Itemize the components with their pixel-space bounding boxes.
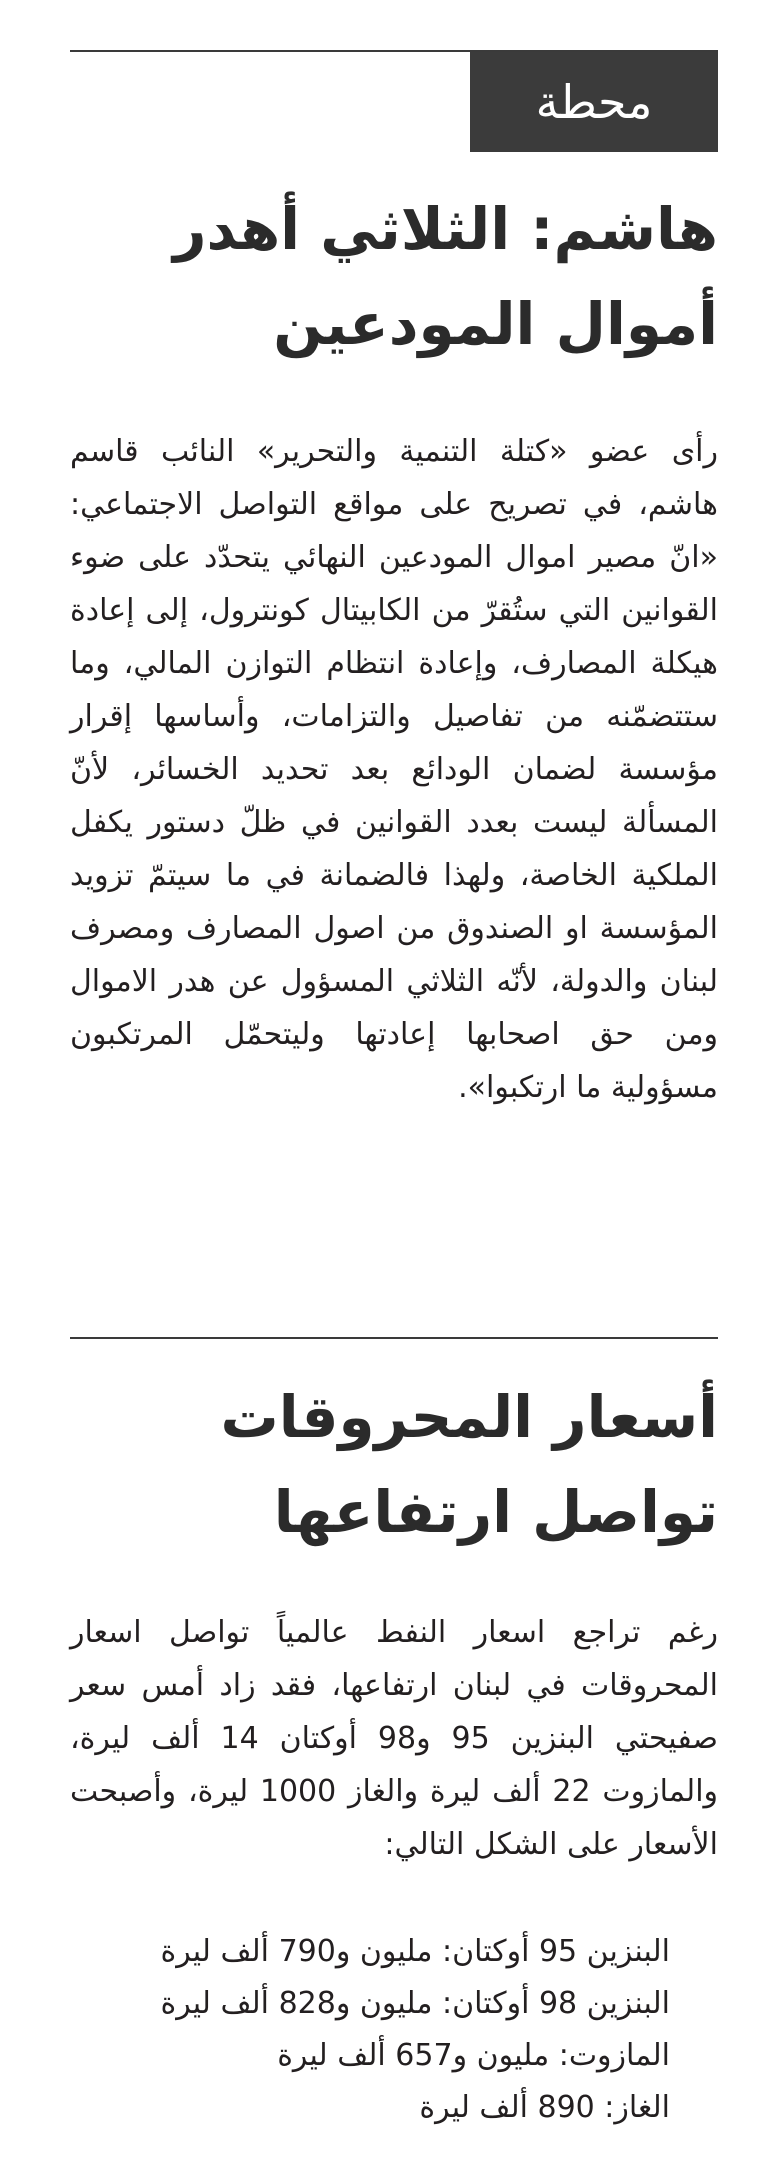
section-tag: محطة bbox=[470, 52, 718, 152]
article-2-headline: أسعار المحروقات تواصل ارتفاعها bbox=[220, 1383, 718, 1546]
article-1-body: رأى عضو «كتلة التنمية والتحرير» النائب قاسم هاشم، في تصريح على مواقع التواصل الاجتماعي: «انّ مصير اموال المودعين النهائي يتحدّد على ضوء القوانين التي ستُقرّ من الكابيتال كونترول، إلى إعادة هيكلة المصارف، وإعادة انتظام التوازن المالي، وما ستتضمّنه من تفاصيل والتزامات، وأساسها إقرار مؤسسة لضمان الودائع بعد تحديد الخسائر، لأنّ المسألة ليست بعدد القوانين في ظلّ دستور يكفل الملكية الخاصة، ولهذا فالضمانة في ما سيتمّ تزويد المؤسسة او الصندوق من اصول المصارف ومصرف لبنان والدولة، لأنّه الثلاثي المسؤول عن هدر الاموال ومن حق اصحابها إعادتها وليتحمّل المرتكبون مسؤولية ما ارتكبوا». bbox=[70, 434, 718, 1105]
article-2-body: رغم تراجع اسعار النفط عالمياً تواصل اسعار المحروقات في لبنان ارتفاعها، فقد زاد أمس سعر صفيحتي البنزين 95 و98 أوكتان 14 ألف ليرة، والمازوت 22 ألف ليرة والغاز 1000 ليرة، وأصبحت الأسعار على الشكل التالي: bbox=[70, 1615, 719, 1862]
fuel-price-list bbox=[160, 1926, 670, 2134]
price-item-gasoline-98: البنزين 98 أوكتان: مليون و828 ألف ليرة bbox=[160, 1986, 670, 2021]
price-item-diesel: المازوت: مليون و657 ألف ليرة bbox=[277, 2038, 670, 2073]
article-1-headline: هاشم: الثلاثي أهدر أموال المودعين bbox=[173, 195, 718, 358]
price-item-gasoline-95: البنزين 95 أوكتان: مليون و790 ألف ليرة bbox=[160, 1934, 670, 1969]
article-divider bbox=[70, 1337, 718, 1339]
price-item-gas: الغاز: 890 ألف ليرة bbox=[419, 2090, 670, 2125]
